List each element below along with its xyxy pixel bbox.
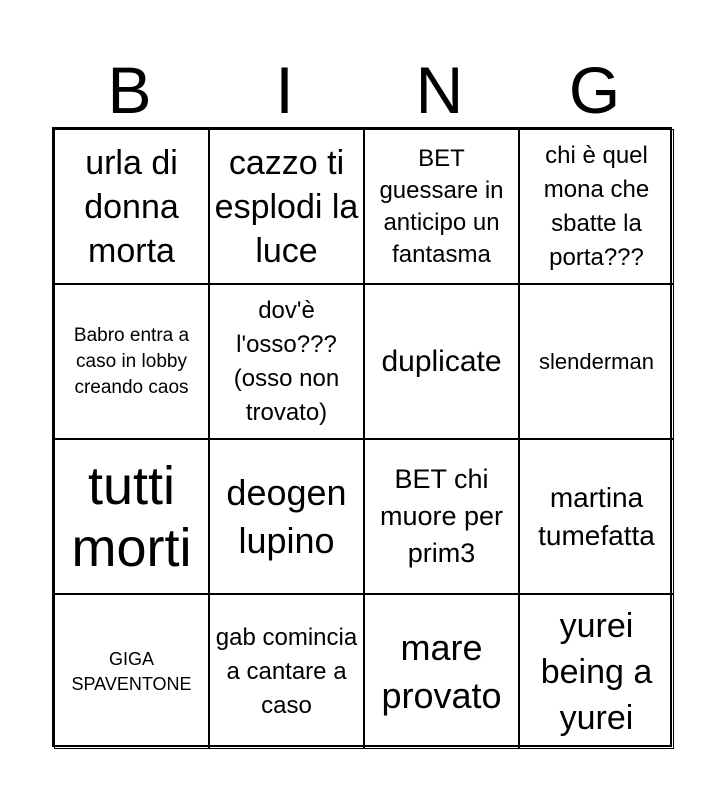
header-letter-g: G <box>568 53 621 127</box>
bingo-cell-label: slenderman <box>539 348 654 374</box>
bingo-cell-r3c2[interactable] <box>209 439 364 594</box>
bingo-board <box>52 127 672 747</box>
bingo-cell-r4c2[interactable] <box>209 594 364 749</box>
bingo-cell-label: duplicate <box>381 344 502 378</box>
bingo-cell-r4c4[interactable] <box>519 594 674 749</box>
bingo-cell-label: gab comincia a cantare a caso <box>215 623 358 719</box>
header-letter-i: I <box>275 53 294 127</box>
bingo-cell-label: Babro entra a caso in lobby creando caos <box>73 324 190 398</box>
bingo-header <box>52 52 672 128</box>
bingo-cell-r2c3[interactable] <box>364 284 519 439</box>
header-letter-b: B <box>107 53 152 127</box>
header-letter-n: N <box>415 53 464 127</box>
bingo-cell-label: martina tumefatta <box>538 481 655 551</box>
bingo-cell-label: dov'è l'osso??? (osso non trovato) <box>233 296 340 426</box>
bingo-cell-label: mare provato <box>381 626 502 716</box>
bingo-cell-r3c1[interactable] <box>54 439 209 594</box>
bingo-cell-r2c4[interactable] <box>519 284 674 439</box>
bingo-cell-label: chi è quel mona che sbatte la porta??? <box>543 141 650 271</box>
bingo-cell-label: deogen lupino <box>226 471 347 561</box>
bingo-cell-r1c4[interactable] <box>519 129 674 284</box>
bingo-cell-r1c1[interactable] <box>54 129 209 284</box>
bingo-cell-label: GIGA SPAVENTONE <box>71 648 192 694</box>
bingo-cell-label: cazzo ti esplodi la luce <box>214 143 359 270</box>
bingo-cell-r2c1[interactable] <box>54 284 209 439</box>
bingo-cell-r1c3[interactable] <box>364 129 519 284</box>
bingo-cell-r4c3[interactable] <box>364 594 519 749</box>
bingo-cell-r1c2[interactable] <box>209 129 364 284</box>
bingo-cell-r3c3[interactable] <box>364 439 519 594</box>
bingo-cell-label: BET guessare in anticipo un fantasma <box>379 144 504 268</box>
bingo-cell-label: tutti morti <box>71 455 192 578</box>
bingo-cell-label: yurei being a yurei <box>540 606 653 737</box>
bingo-cell-label: BET chi muore per prim3 <box>379 464 504 568</box>
bingo-cell-r2c2[interactable] <box>209 284 364 439</box>
bingo-cell-r3c4[interactable] <box>519 439 674 594</box>
bingo-cell-label: urla di donna morta <box>84 143 179 270</box>
bingo-cell-r4c1[interactable] <box>54 594 209 749</box>
